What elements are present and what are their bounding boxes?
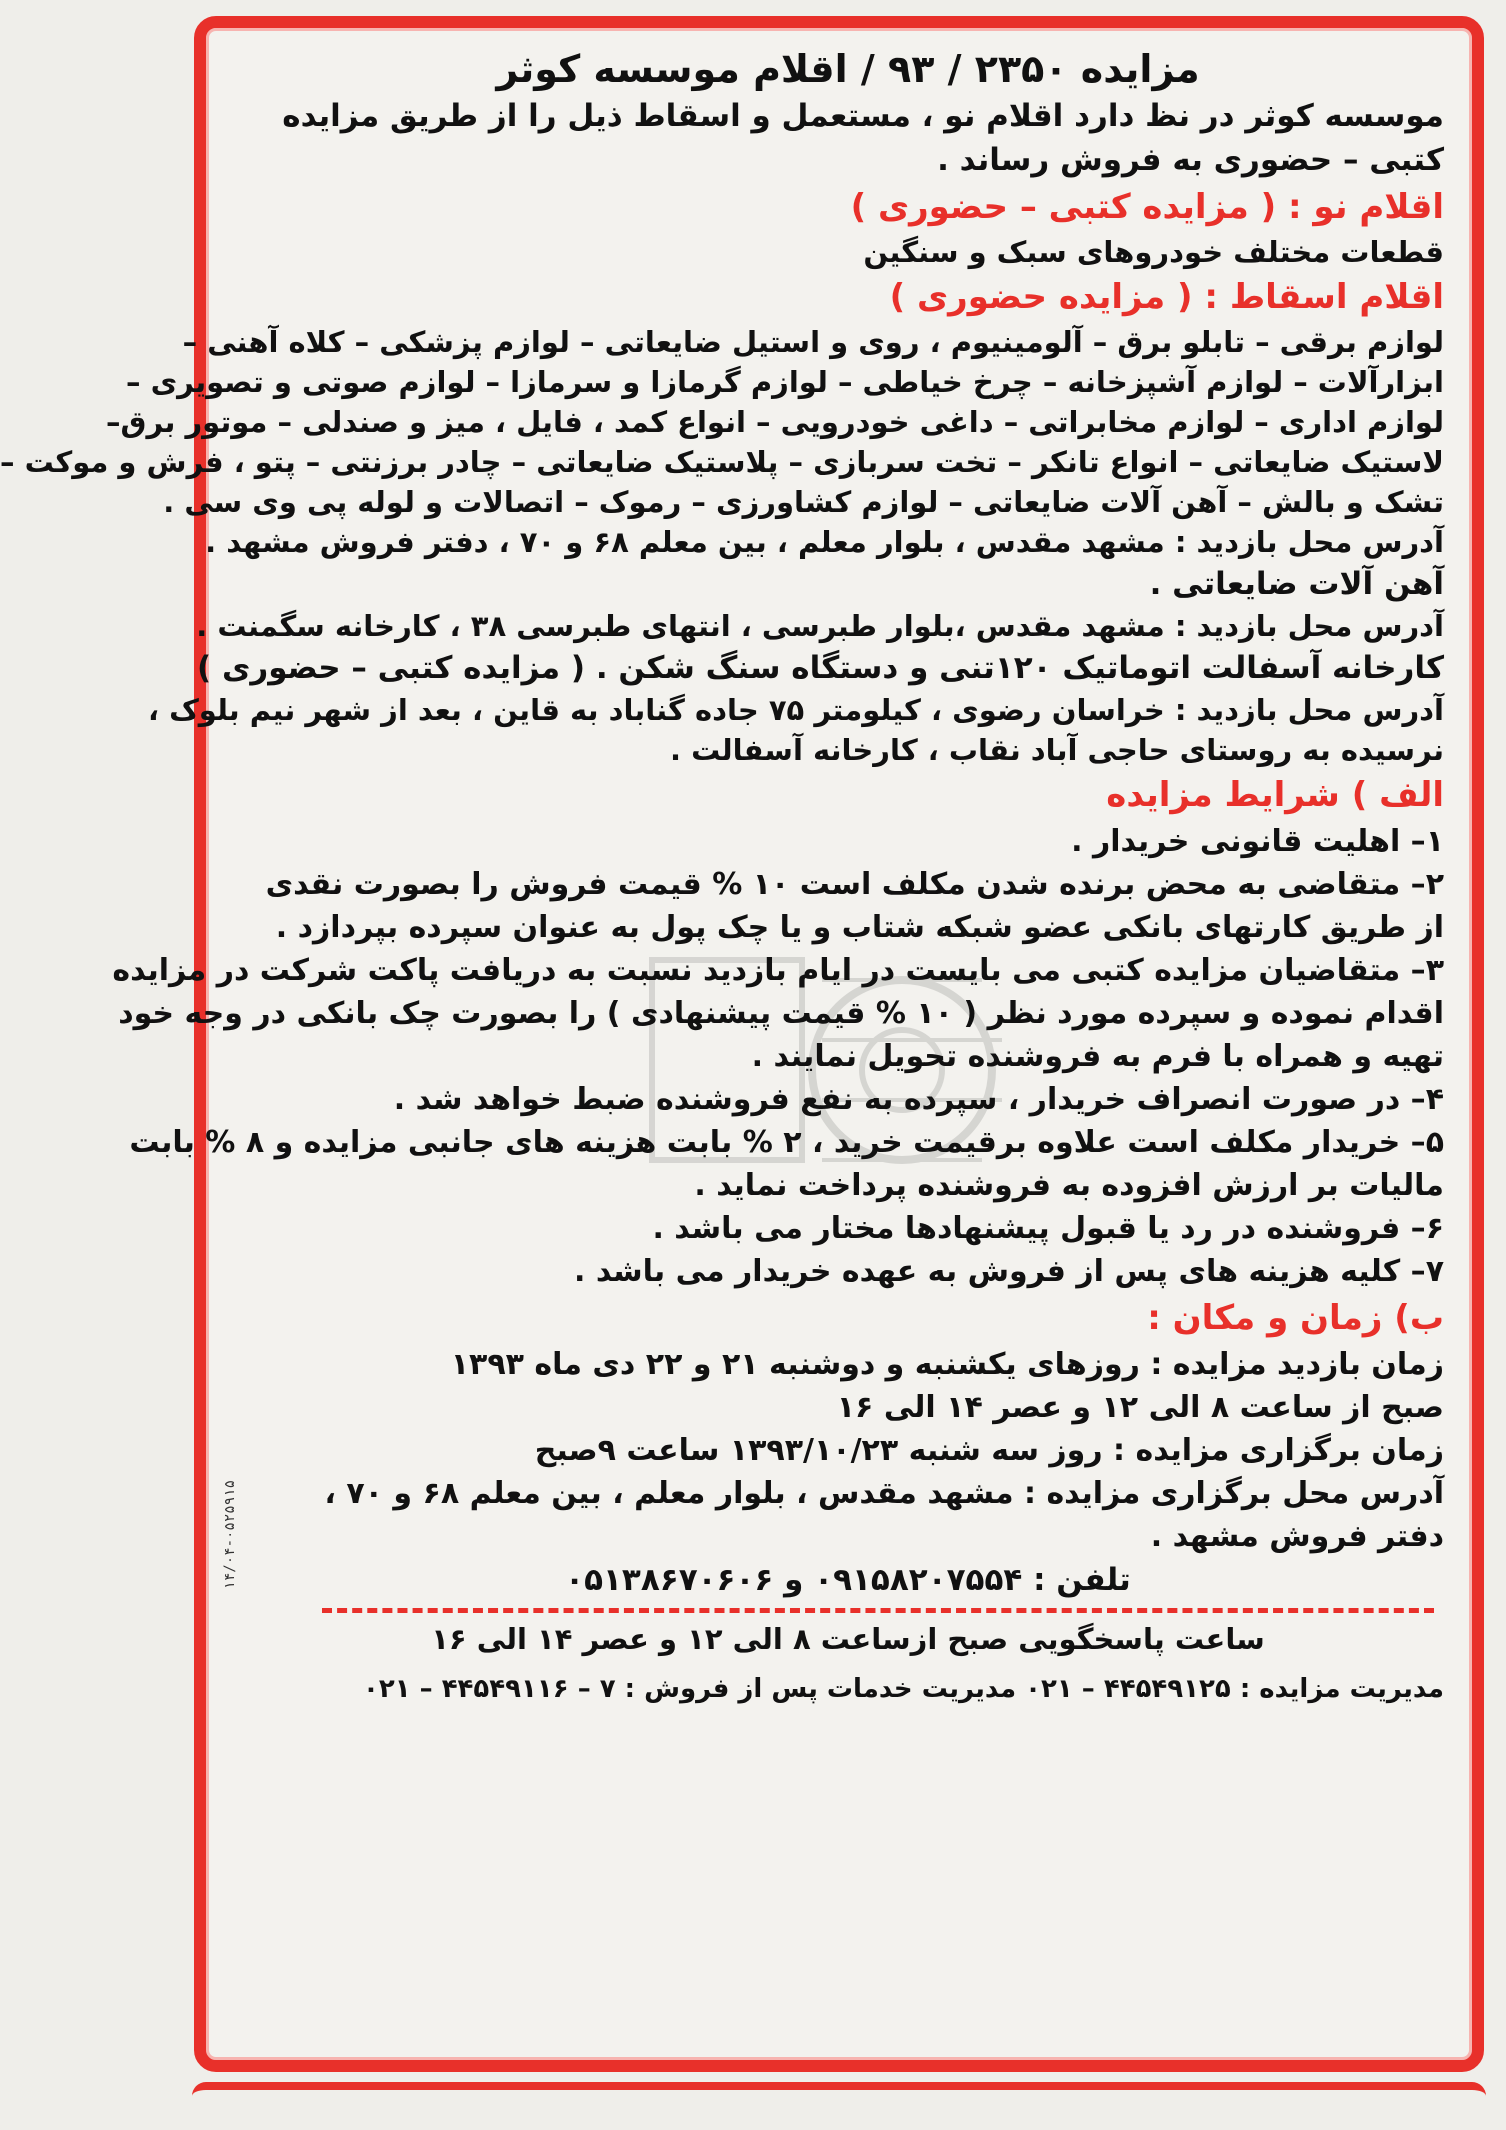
condition-line: تهیه و همراه با فرم به فروشنده تحویل نمایند . [751, 1039, 1444, 1074]
ad-title: مزایده ۲۳۵۰ / ۹۳ / اقلام موسسه کوثر [496, 47, 1200, 91]
condition-line: مالیات بر ارزش افزوده به فروشنده پرداخت نماید . [694, 1168, 1444, 1203]
schedule-line: زمان برگزاری مزایده : روز سه شنبه ۱۳۹۳/۱۰/۲۳ ساعت ۹صبح [534, 1433, 1444, 1468]
asphalt-address-1: آدرس محل بازدید : خراسان رضوی ، کیلومتر ۷۵ جاده گناباد به قاین ، بعد از شهر نیم بلوک ، [147, 693, 1444, 727]
intro-line-2: کتبی – حضوری به فروش رساند . [937, 142, 1444, 178]
scrap-visit-address: آدرس محل بازدید : مشهد مقدس ، بلوار معلم ، بین معلم ۶۸ و ۷۰ ، دفتر فروش مشهد . [205, 525, 1444, 559]
condition-line: ۳– متقاضیان مزایده کتبی می بایست در ایام بازدید نسبت به دریافت پاکت شرکت در مزایده [112, 953, 1444, 988]
schedule-line: صبح از ساعت ۸ الی ۱۲ و عصر ۱۴ الی ۱۶ [836, 1390, 1444, 1425]
condition-line: ۴– در صورت انصراف خریدار ، سپرده به نفع فروشنده ضبط خواهد شد . [393, 1082, 1444, 1117]
contact-management: مدیریت مزایده : ۴۴۵۴۹۱۲۵ – ۰۲۱ مدیریت خدمات پس از فروش : ۷ – ۴۴۵۴۹۱۱۶ – ۰۲۱ [362, 1674, 1444, 1704]
scrap-items-line: لوازم برقی – تابلو برق – آلومینیوم ، روی و استیل ضایعاتی – لوازم پزشکی – کلاه آهنی – [182, 325, 1444, 359]
asphalt-plant-title: کارخانه آسفالت اتوماتیک ۱۲۰تنی و دستگاه سنگ شکن . ( مزایده کتبی – حضوری ) [197, 650, 1444, 686]
contact-hours: ساعت پاسخگویی صبح ازساعت ۸ الی ۱۲ و عصر ۱۴ الی ۱۶ [431, 1622, 1265, 1656]
condition-line: اقدام نموده و سپرده مورد نظر ( ۱۰ % قیمت پیشنهادی ) را بصورت چک بانکی در وجه خود [118, 996, 1444, 1031]
schedule-heading: ب) زمان و مکان : [1147, 1298, 1444, 1338]
conditions-heading: الف ) شرایط مزایده [1106, 775, 1444, 815]
next-ad-border [192, 2082, 1486, 2130]
scrap-items-line: تشک و بالش – آهن آلات ضایعاتی – لوازم کشاورزی – رموک – اتصالات و لوله پی وی سی . [163, 485, 1444, 519]
condition-line: ۷– کلیه هزینه های پس از فروش به عهده خریدار می باشد . [574, 1254, 1444, 1289]
auction-ad [0, 26, 1474, 2056]
scrap-items-heading: اقلام اسقاط : ( مزایده حضوری ) [889, 277, 1444, 317]
scrap-items-line: ابزارآلات – لوازم آشپزخانه – چرخ خیاطی – لوازم گرمازا و سرمازا – لوازم صوتی و تصویری – [126, 365, 1444, 399]
condition-line: ۲– متقاضی به محض برنده شدن مکلف است ۱۰ % قیمت فروش را بصورت نقدی [265, 867, 1444, 902]
dashed-divider [322, 1608, 1434, 1613]
schedule-line: زمان بازدید مزایده : روزهای یکشنبه و دوشنبه ۲۱ و ۲۲ دی ماه ۱۳۹۳ [450, 1347, 1444, 1382]
scrap-items-line: لوازم اداری – لوازم مخابراتی – داغی خودرویی – انواع کمد ، فایل ، میز و صندلی – موتور برق– [106, 405, 1444, 439]
asphalt-address-2: نرسیده به روستای حاجی آباد نقاب ، کارخانه آسفالت . [669, 733, 1444, 767]
intro-line-1: موسسه کوثر در نظ دارد اقلام نو ، مستعمل و اسقاط ذیل را از طریق مزایده [282, 98, 1444, 134]
side-reference-code: ۱۴/۰۴-۰۵۲۵۹۱۵ [222, 1480, 238, 1590]
new-items-heading: اقلام نو : ( مزایده کتبی – حضوری ) [850, 187, 1444, 227]
scrap-items-line: لاستیک ضایعاتی – انواع تانکر – تخت سربازی – پلاستیک ضایعاتی – چادر برزنتی – پتو ، فرش و موکت – [0, 445, 1444, 479]
condition-line: ۵– خریدار مکلف است علاوه برقیمت خرید ، ۲ % بابت هزینه های جانبی مزایده و ۸ % بابت [129, 1125, 1444, 1160]
condition-line: ۶– فروشنده در رد یا قبول پیشنهادها مختار می باشد . [652, 1211, 1444, 1246]
schedule-line: دفتر فروش مشهد . [1150, 1519, 1444, 1554]
condition-line: ۱– اهلیت قانونی خریدار . [1071, 824, 1444, 859]
iron-scrap-address: آدرس محل بازدید : مشهد مقدس ،بلوار طبرسی ، انتهای طبرسی ۳۸ ، کارخانه سگمنت . [196, 609, 1444, 643]
condition-line: از طریق کارتهای بانکی عضو شبکه شتاب و یا چک پول به عنوان سپرده بپردازد . [275, 910, 1444, 945]
contact-phone: تلفن : ۰۹۱۵۸۲۰۷۵۵۴ و ۰۵۱۳۸۶۷۰۶۰۶ [565, 1562, 1131, 1598]
iron-scrap-title: آهن آلات ضایعاتی . [1149, 566, 1444, 602]
schedule-line: آدرس محل برگزاری مزایده : مشهد مقدس ، بلوار معلم ، بین معلم ۶۸ و ۷۰ ، [324, 1476, 1444, 1511]
new-items-text: قطعات مختلف خودروهای سبک و سنگین [863, 235, 1444, 269]
